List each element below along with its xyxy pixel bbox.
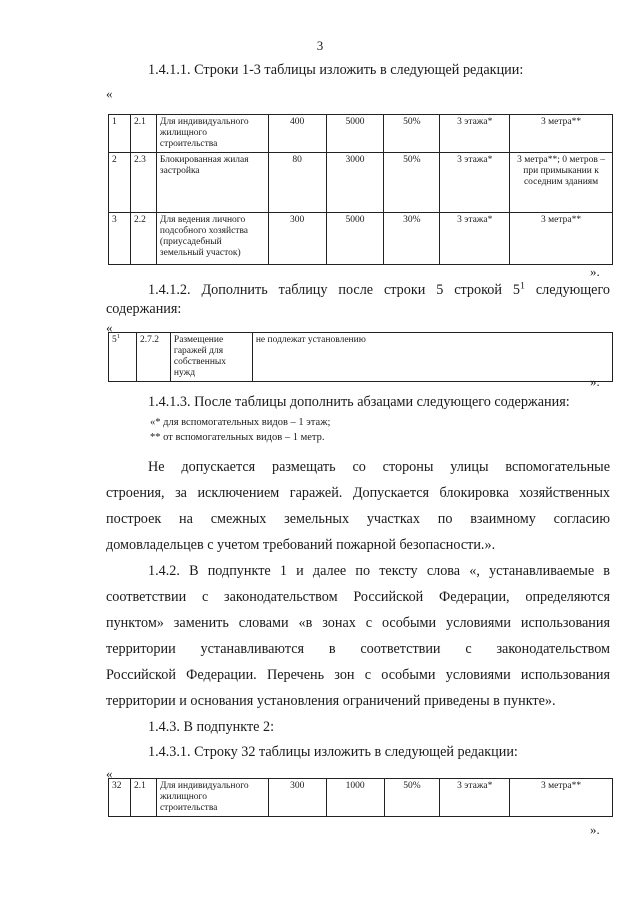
paragraph-1-4-3-1: 1.4.3.1. Строку 32 таблицы изложить в следующей редакции: bbox=[148, 744, 518, 760]
table-cell: 50% bbox=[384, 153, 440, 213]
table-cell: 2.1 bbox=[130, 779, 156, 817]
table-cell: 80 bbox=[268, 153, 326, 213]
table-cell: 50% bbox=[384, 779, 440, 817]
table-cell: 3 этажа* bbox=[440, 115, 510, 153]
table-cell: 3 этажа* bbox=[440, 153, 510, 213]
table-cell: 5000 bbox=[326, 213, 384, 265]
paragraph-line: Российской Федерации. Перечень зон с особыми условиями использования bbox=[106, 667, 610, 683]
paragraph-1-4-1-3: 1.4.1.3. После таблицы дополнить абзацами следующего содержания: bbox=[148, 394, 570, 410]
table-row bbox=[109, 115, 613, 153]
close-quote-1: ». bbox=[590, 264, 600, 279]
table-cell: 2.3 bbox=[130, 153, 156, 213]
table-cell: 3 bbox=[109, 213, 131, 265]
table-cell: не подлежат установлению bbox=[252, 333, 612, 382]
paragraph-line: соответствии с законодательством Российской Федерации, определяются bbox=[106, 589, 610, 605]
table-cell: 2.2 bbox=[130, 213, 156, 265]
table-row-5-1 bbox=[108, 332, 613, 382]
open-quote-2: « bbox=[106, 320, 113, 335]
table-cell: Для индивидуального жилищного строительства bbox=[156, 779, 268, 817]
table-cell: $5^1$ bbox=[109, 333, 137, 382]
paragraph-line: пунктом» заменить словами «в зонах с особыми условиями использования bbox=[106, 615, 610, 631]
table-cell: 3 этажа* bbox=[440, 779, 510, 817]
table-cell: 2.1 bbox=[130, 115, 156, 153]
table-cell: 300 bbox=[268, 213, 326, 265]
paragraph-1-4-1-1: 1.4.1.1. Строки 1-3 таблицы изложить в следующей редакции: bbox=[148, 62, 524, 78]
paragraph-1-4-1-2-cont: содержания: bbox=[106, 301, 182, 317]
table-cell: Для индивидуального жилищного строительства bbox=[156, 115, 268, 153]
table-row-32 bbox=[108, 778, 613, 817]
paragraph-line: 1.4.2. В подпункте 1 и далее по тексту слова «, устанавливаемые в bbox=[148, 563, 610, 579]
table-row bbox=[109, 333, 613, 382]
table-cell: Для ведения личного подсобного хозяйства (приусадебный земельный участок) bbox=[156, 213, 268, 265]
table-cell: 3 метра** bbox=[510, 213, 613, 265]
table-cell: 3 метра** bbox=[510, 779, 613, 817]
close-quote-3: ». bbox=[590, 822, 600, 837]
table-cell: 1 bbox=[109, 115, 131, 153]
table-cell: 3 метра** bbox=[510, 115, 613, 153]
table-cell: 3000 bbox=[326, 153, 384, 213]
page-number: 3 bbox=[316, 38, 324, 53]
paragraph-1-4-1-2: 1.4.1.2. Дополнить таблицу после строки 5 строкой $5^1$ следующего bbox=[148, 280, 611, 298]
close-quote-2: ». bbox=[590, 374, 600, 389]
table-cell: 3 метра**; 0 метров – при примыкании к соседним зданиям bbox=[510, 153, 613, 213]
paragraph-line: строения, за исключением гаражей. Допускается блокировка хозяйственных bbox=[106, 485, 610, 501]
table-cell: 30% bbox=[384, 213, 440, 265]
table-cell: 300 bbox=[268, 779, 326, 817]
table-cell: 50% bbox=[384, 115, 440, 153]
open-quote-3: « bbox=[106, 766, 113, 781]
paragraph-line: домовладельцев с учетом требований пожарной безопасности.». bbox=[106, 537, 496, 553]
table-cell: 2.7.2 bbox=[136, 333, 170, 382]
table-cell: 1000 bbox=[326, 779, 384, 817]
open-quote-1: « bbox=[106, 86, 113, 101]
table-row bbox=[109, 153, 613, 213]
paragraph-line: территории устанавливаются в соответствии с законодательством bbox=[106, 641, 610, 657]
paragraph-line: территории и основания установления ограничений приведены в пункте». bbox=[106, 693, 556, 709]
table-cell: 3 этажа* bbox=[440, 213, 510, 265]
paragraph-1-4-3: 1.4.3. В подпункте 2: bbox=[148, 719, 275, 735]
table-cell: Блокированная жилая застройка bbox=[156, 153, 268, 213]
table-cell: 2 bbox=[109, 153, 131, 213]
table-cell: 400 bbox=[268, 115, 326, 153]
paragraph-line: построек на смежных земельных участках по взаимному согласию bbox=[106, 511, 610, 527]
footnote-2: ** от вспомогательных видов – 1 метр. bbox=[150, 432, 325, 443]
table-row bbox=[109, 213, 613, 265]
footnote-1: «* для вспомогательных видов – 1 этаж; bbox=[150, 417, 331, 428]
table-cell: 5000 bbox=[326, 115, 384, 153]
table-cell: Размещение гаражей для собственных нужд bbox=[170, 333, 252, 382]
table-row bbox=[109, 779, 613, 817]
table-rows-1-3 bbox=[108, 114, 613, 265]
table-cell: 32 bbox=[109, 779, 131, 817]
paragraph-line: Не допускается размещать со стороны улицы вспомогательные bbox=[148, 459, 610, 475]
